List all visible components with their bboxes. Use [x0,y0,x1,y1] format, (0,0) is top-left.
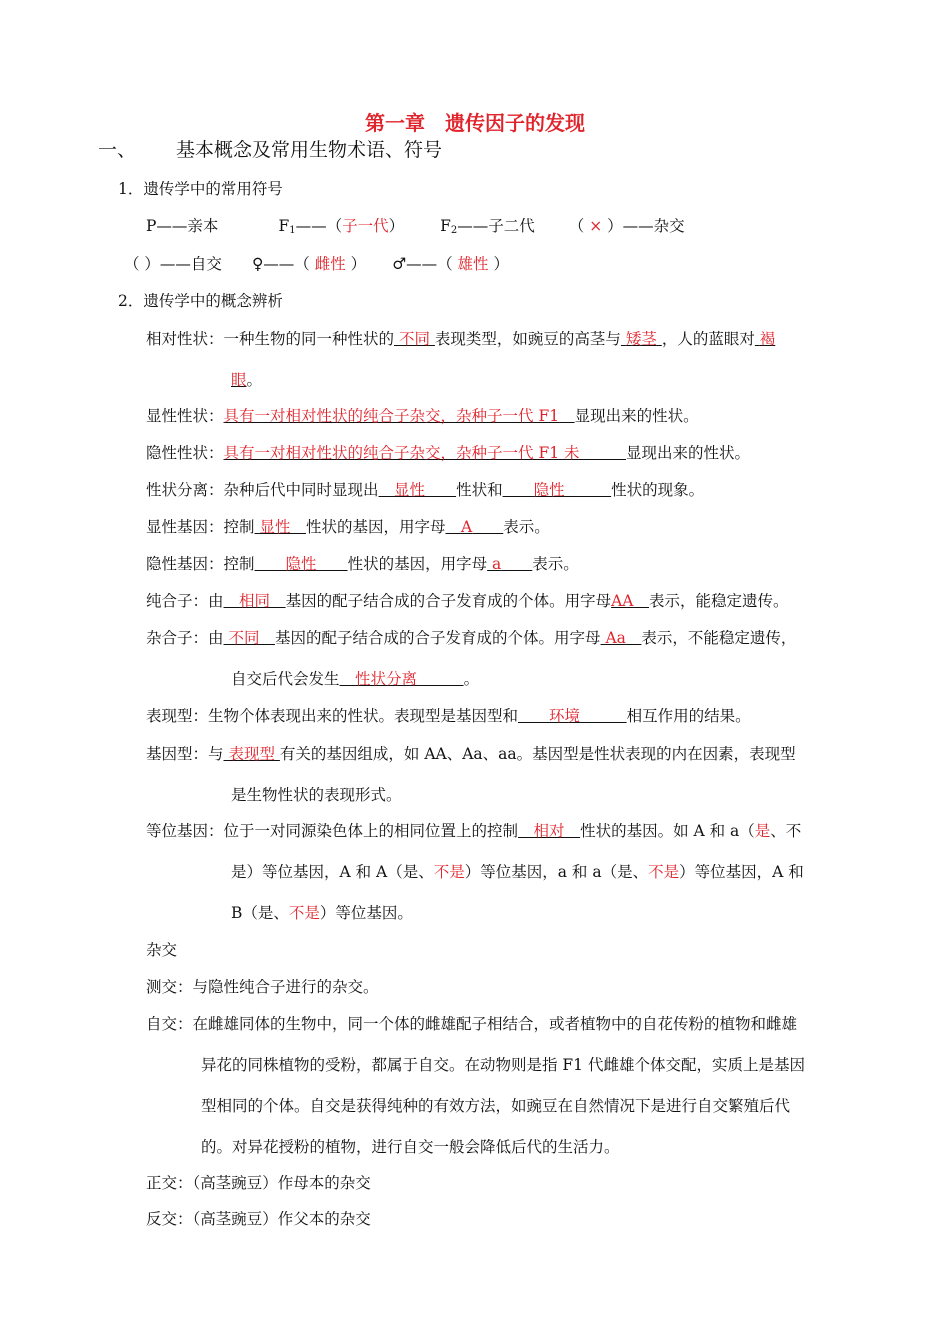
def-genotype: 基因型：与 表现型 有关的基因组成，如 AA、Aa、aa。基因型是性状表现的内在因素，表现型 [146,745,796,763]
def-allele: 等位基因：位于一对同源染色体上的相同位置上的控制 相对 性状的基因。如 A 和 a（是、不 [146,822,802,840]
term-cross: 杂交 [146,941,178,959]
def-selfing-3: 型相同的个体。自交是获得纯种的有效方法，如豌豆在自然情况下是进行自交繁殖后代 [201,1097,791,1115]
answer-dominant-1: 显性 [394,481,426,499]
symbol-row-2 [124,253,509,275]
answer-male: 雄性 [457,255,489,273]
answer-brown-2: 眼 [231,371,247,389]
section-heading [98,139,442,161]
answer-environment: 环境 [549,707,581,725]
answer-letter-a: a [492,555,502,573]
answer-female: 雌性 [314,255,346,273]
answer-short-stem: 矮茎 [625,330,657,348]
answer-same: 相同 [239,592,271,610]
def-segregation: 性状分离：杂种后代中同时显现出 显性 性状和 隐性 性状的现象。 [146,481,705,499]
section-number: 一、 [98,139,137,161]
answer-phenotype: 表现型 [228,745,275,763]
symbol-self: （ ）——自交 [124,255,222,273]
symbol-male: ♂——（ 雄性 ） [392,255,509,273]
answer-Aa: Aa [605,629,626,647]
answer-f1: 子一代 [342,217,389,235]
def-recessive-gene: 隐性基因：控制 隐性 性状的基因，用字母 a 表示。 [146,555,579,573]
section-title: 基本概念及常用生物术语、符号 [176,139,443,161]
def-recessive-trait: 隐性性状：具有一对相对性状的纯合子杂交，杂种子一代 F1 未 显现出来的性状。 [146,444,751,462]
item-2-heading: 2．遗传学中的概念辨析 [118,292,283,310]
symbol-cross: （ × ）——杂交 [568,217,685,235]
def-relative-trait: 相对性状：一种生物的同一种性状的 不同 表现类型，如豌豆的高茎与 矮茎 ，人的蓝眼对 褐 [146,330,776,348]
def-selfing-4: 的。对异花授粉的植物，进行自交一般会降低后代的生活力。 [201,1138,620,1156]
def-relative-trait-cont: 眼。 [231,371,263,389]
symbol-f1: $F_1——$（子一代） [278,217,405,236]
symbol-female: ♀——（ 雌性 ） [251,255,367,273]
answer-relative: 相对 [533,822,565,840]
def-homozygote: 纯合子：由 相同 基因的配子结合成的合子发育成的个体。用字母AA 表示，能稳定遗传。 [146,592,789,610]
answer-AA: AA [611,592,634,610]
answer-brown-1: 褐 [759,330,776,348]
def-genotype-cont: 是生物性状的表现形式。 [231,786,402,804]
answer-recessive-2: 隐性 [285,555,317,573]
def-allele-cont-2: B（是、不是）等位基因。 [231,904,413,922]
def-phenotype: 表现型：生物个体表现出来的性状。表现型是基因型和 环境 相互作用的结果。 [146,707,751,725]
def-testcross: 测交：与隐性纯合子进行的杂交。 [146,978,379,996]
answer-recessive-1: 隐性 [533,481,565,499]
item-1-heading: 1．遗传学中的常用符号 [118,180,283,198]
def-dominant-gene: 显性基因：控制 显性 性状的基因，用字母 A 表示。 [146,518,550,536]
symbol-p: P——亲本 [146,217,219,235]
answer-cross: × [589,217,603,235]
def-selfing-2: 异花的同株植物的受粉，都属于自交。在动物则是指 F1 代雌雄个体交配，实质上是基因 [201,1056,805,1074]
answer-no-3: 不是 [288,904,320,922]
answer-segregation: 性状分离 [355,670,418,688]
def-selfing-1: 自交：在雌雄同体的生物中，同一个体的雌雄配子相结合，或者植物中的自花传粉的植物和雌雄 [146,1015,798,1033]
def-reverse-cross: 反交：（高茎豌豆）作父本的杂交 [146,1210,371,1228]
answer-dominant-def: 具有一对相对性状的纯合子杂交，杂种子一代 F1 [223,407,560,425]
answer-yes: 是 [754,822,771,840]
answer-dominant-2: 显性 [259,518,291,536]
def-allele-cont-1: 是）等位基因，A 和 A（是、不是）等位基因，a 和 a（是、不是）等位基因，A 和 [231,863,804,881]
answer-no-2: 不是 [648,863,680,881]
def-forward-cross: 正交：（高茎豌豆）作母本的杂交 [146,1174,371,1192]
answer-recessive-def: 具有一对相对性状的纯合子杂交，杂种子一代 F1 未 [223,444,580,462]
symbol-f2: $F_2——$子二代 [440,217,535,236]
def-heterozygote: 杂合子：由 不同 基因的配子结合成的合子发育成的个体。用字母 Aa 表示，不能稳定遗传， [146,629,797,647]
answer-different: 不同 [398,330,430,348]
def-dominant-trait: 显性性状：具有一对相对性状的纯合子杂交，杂种子一代 F1 显现出来的性状。 [146,407,699,425]
answer-letter-A: A [461,518,473,536]
symbol-row-1 [146,215,685,242]
answer-different-2: 不同 [228,629,260,647]
def-heterozygote-cont: 自交后代会发生 性状分离 。 [231,670,480,688]
chapter-title: 第一章 遗传因子的发现 [365,111,585,135]
answer-no-1: 不是 [433,863,465,881]
